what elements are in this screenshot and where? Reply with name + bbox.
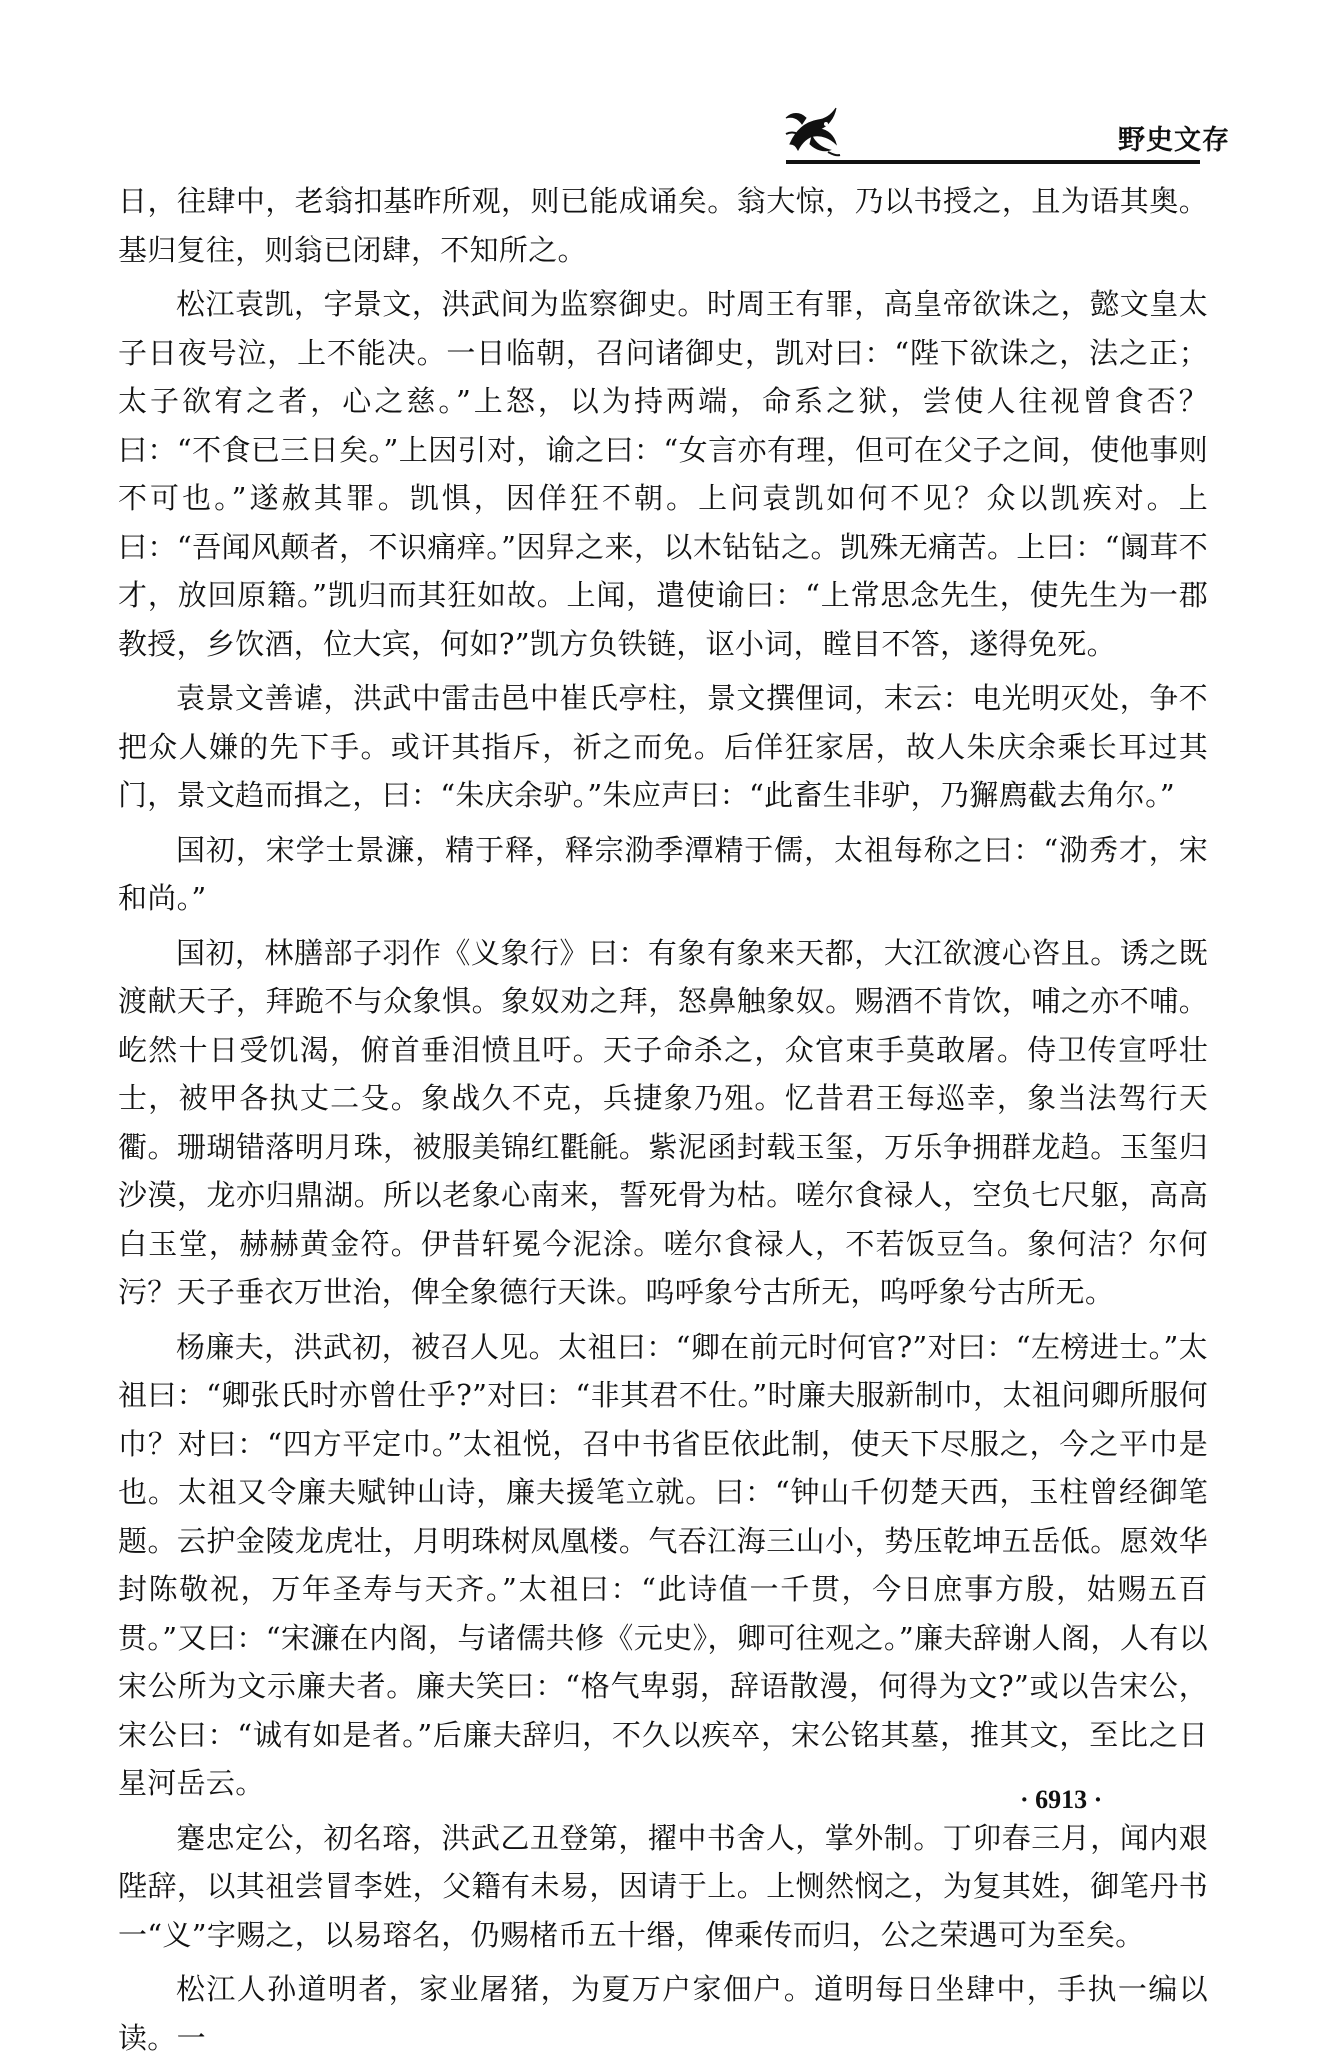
page-body xyxy=(118,177,1208,2062)
header-rule xyxy=(786,160,1200,164)
paragraph-yi-xiang-xing: 国初，林膳部子羽作《义象行》曰：有象有象来天都，大江欲渡心咨且。诱之既渡献天子，拜跪不与众象惧。象奴劝之拜，怒鼻触象奴。赐酒不肯饮，哺之亦不哺。屹然十日受饥渴，俯首垂泪愤且吁。天子命杀之，众官束手莫敢屠。侍卫传宣呼壮士，被甲各执丈二殳。象战久不克，兵捷象乃殂。忆昔君王每巡幸，象当法驾行天衢。珊瑚错落明月珠，被服美锦红氍毹。紫泥函封载玉玺，万乐争拥群龙趋。玉玺归沙漠，龙亦归鼎湖。所以老象心南来，誓死骨为枯。嗟尔食禄人，空负七尺躯，高高白玉堂，赫赫黄金符。伊昔轩冕今泥涂。嗟尔食禄人，不若饭豆刍。象何洁？尔何污？天子垂衣万世治，俾全象德行天诛。呜呼象兮古所无，呜呼象兮古所无。 xyxy=(118,935,1208,1309)
paragraph-continuation: 日，往肆中，老翁扣基昨所观，则已能成诵矣。翁大惊，乃以书授之，且为语其奥。基归复往，则翁已闭肆，不知所之。 xyxy=(118,184,1208,267)
paragraph-sun-daoming: 松江人孙道明者，家业屠猪，为夏万户家佃户。道明每日坐肆中，手执一编以读。一 xyxy=(118,1972,1208,2055)
paragraph-jian-zhongding: 蹇忠定公，初名瑢，洪武乙丑登第，擢中书舍人，掌外制。丁卯春三月，闻内艰陛辞，以其祖尝冒李姓，父籍有未易，因请于上。上恻然悯之，为复其姓，御笔丹书一“义”字赐之，以易瑢名，仍赐楮币五十缗，俾乘传而归，公之荣遇可为至矣。 xyxy=(118,1820,1208,1952)
paragraph-yuan-kai: 松江袁凯，字景文，洪武间为监察御史。时周王有罪，高皇帝欲诛之，懿文皇太子日夜号泣，上不能决。一日临朝，召问诸御史，凯对曰：“陛下欲诛之，法之正；太子欲宥之者，心之慈。”上怒，以为持两端，命系之狱，尝使人往视曾食否？曰：“不食已三日矣。”上因引对，谕之曰：“女言亦有理，但可在父子之间，使他事则不可也。”遂赦其罪。凯惧，因佯狂不朝。上问袁凯如何不见？众以凯疾对。上曰：“吾闻风颠者，不识痛痒。”因舁之来，以木钻钻之。凯殊无痛苦。上曰：“阘茸不才，放回原籍。”凯归而其狂如故。上闻，遣使谕曰：“上常思念先生，使先生为一郡教授，乡饮酒，位大宾，何如?”凯方负铁链，讴小词，瞠目不答，遂得免死。 xyxy=(118,287,1208,661)
dragon-emblem-icon xyxy=(782,100,844,162)
page-number: · 6913 · xyxy=(1020,1785,1103,1814)
running-header-title: 野史文存 xyxy=(1118,125,1230,156)
paragraph-song-lian: 国初，宋学士景濂，精于释，释宗泐季潭精于儒，太祖每称之曰：“泐秀才，宋和尚。” xyxy=(118,832,1208,915)
paragraph-yang-lianfu: 杨廉夫，洪武初，被召人见。太祖曰：“卿在前元时何官?”对曰：“左榜进士。”太祖曰：“卿张氏时亦曾仕乎?”对曰：“非其君不仕。”时廉夫服新制巾，太祖问卿所服何巾？对曰：“四方平定巾。”太祖悦，召中书省臣依此制，使天下尽服之，今之平巾是也。太祖又令廉夫赋钟山诗，廉夫援笔立就。曰：“钟山千仞楚天西，玉柱曾经御笔题。云护金陵龙虎壮，月明珠树凤凰楼。气吞江海三山小，势压乾坤五岳低。愿效华封陈敬祝，万年圣寿与天齐。”太祖曰：“此诗值一千贯，今日庶事方殷，姑赐五百贯。”又曰：“宋濂在内阁，与诸儒共修《元史》，卿可往观之。”廉夫辞谢人阁，人有以宋公所为文示廉夫者。廉夫笑曰：“格气卑弱，辞语散漫，何得为文?”或以告宋公，宋公曰：“诚有如是者。”后廉夫辞归，不久以疾卒，宋公铭其墓，推其文，至比之日星河岳云。 xyxy=(118,1329,1208,1800)
paragraph-yuan-jingwen: 袁景文善谑，洪武中雷击邑中崔氏亭柱，景文撰俚词，末云：电光明灭处，争不把众人嫌的先下手。或讦其指斥，祈之而免。后佯狂家居，故人朱庆余乘长耳过其门，景文趋而揖之，曰：“朱庆余驴。”朱应声曰：“此畜生非驴，乃獬廌截去角尔。” xyxy=(118,681,1208,812)
